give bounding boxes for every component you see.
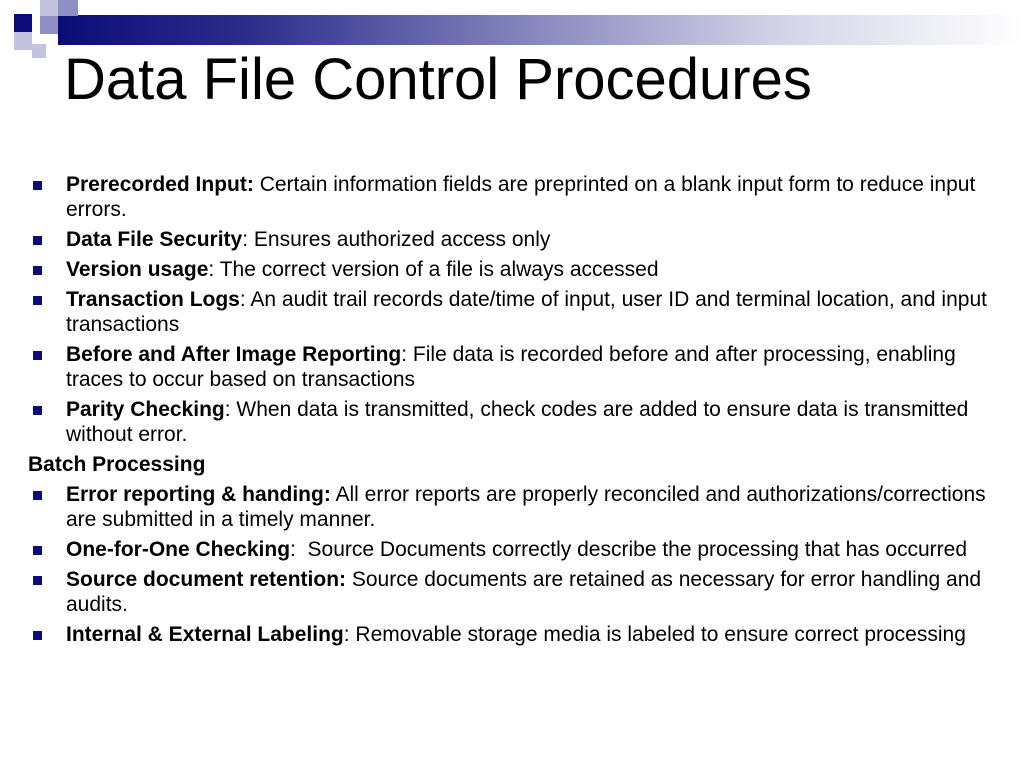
header-gradient-bar: [58, 15, 1024, 45]
decorative-square: [40, 16, 58, 34]
bullet-term: Internal & External Labeling: [66, 623, 344, 646]
square-bullet-icon: [33, 296, 42, 305]
bullet-description: Source documents are retained as necessary for error handling and audits.: [66, 568, 982, 616]
decorative-square: [14, 14, 32, 32]
bullet-description: : An audit trail records date/time of input, user ID and terminal location, and input transactions: [66, 288, 987, 336]
bullet-description: : File data is recorded before and after processing, enabling traces to occur based on transactions: [66, 343, 956, 391]
square-bullet-icon: [33, 406, 42, 415]
square-bullet-icon: [33, 491, 42, 500]
bullet-item: [28, 287, 988, 337]
bullet-term: Data File Security: [66, 228, 243, 251]
bullet-description: : Removable storage media is labeled to ensure correct processing: [343, 623, 966, 646]
bullet-description: : The correct version of a file is always accessed: [208, 258, 659, 281]
square-bullet-icon: [33, 576, 42, 585]
bullet-item: [28, 227, 988, 252]
bullet-item: [28, 482, 988, 532]
bullet-description: All error reports are properly reconciled and authorizations/corrections are submitted in a timely manner.: [66, 483, 986, 531]
decorative-square: [40, 0, 58, 16]
decorative-square: [32, 44, 46, 58]
bullet-term: Before and After Image Reporting: [66, 343, 402, 366]
bullet-item: [28, 567, 988, 617]
slide-title: Data File Control Procedures: [64, 47, 812, 112]
bullet-term: Version usage: [66, 258, 209, 281]
decorative-square: [58, 0, 78, 16]
bullet-item: [28, 342, 988, 392]
square-bullet-icon: [33, 351, 42, 360]
bullet-description: : Ensures authorized access only: [242, 228, 551, 251]
decorative-square: [14, 32, 32, 50]
square-bullet-icon: [33, 181, 42, 190]
bullet-term: Error reporting & handing:: [66, 483, 331, 506]
bullet-term: Parity Checking: [66, 398, 225, 421]
bullet-item: [28, 537, 988, 562]
section-heading: Batch Processing: [28, 453, 206, 476]
bullet-term: Transaction Logs: [66, 288, 240, 311]
square-bullet-icon: [33, 546, 42, 555]
bullet-item: [28, 172, 988, 222]
slide-body: [28, 172, 988, 652]
bullet-term: One-for-One Checking: [66, 538, 291, 561]
bullet-term: Prerecorded Input:: [66, 173, 254, 196]
bullet-item: [28, 257, 988, 282]
bullet-item: [28, 397, 988, 447]
square-bullet-icon: [33, 266, 42, 275]
bullet-description: : Source Documents correctly describe the processing that has occurred: [290, 538, 968, 561]
bullet-term: Source document retention:: [66, 568, 347, 591]
square-bullet-icon: [33, 631, 42, 640]
bullet-item: [28, 622, 988, 647]
bullet-description: : When data is transmitted, check codes are added to ensure data is transmitted without error.: [66, 398, 969, 446]
bullet-description: Certain information fields are preprinted on a blank input form to reduce input errors.: [66, 173, 976, 221]
square-bullet-icon: [33, 236, 42, 245]
